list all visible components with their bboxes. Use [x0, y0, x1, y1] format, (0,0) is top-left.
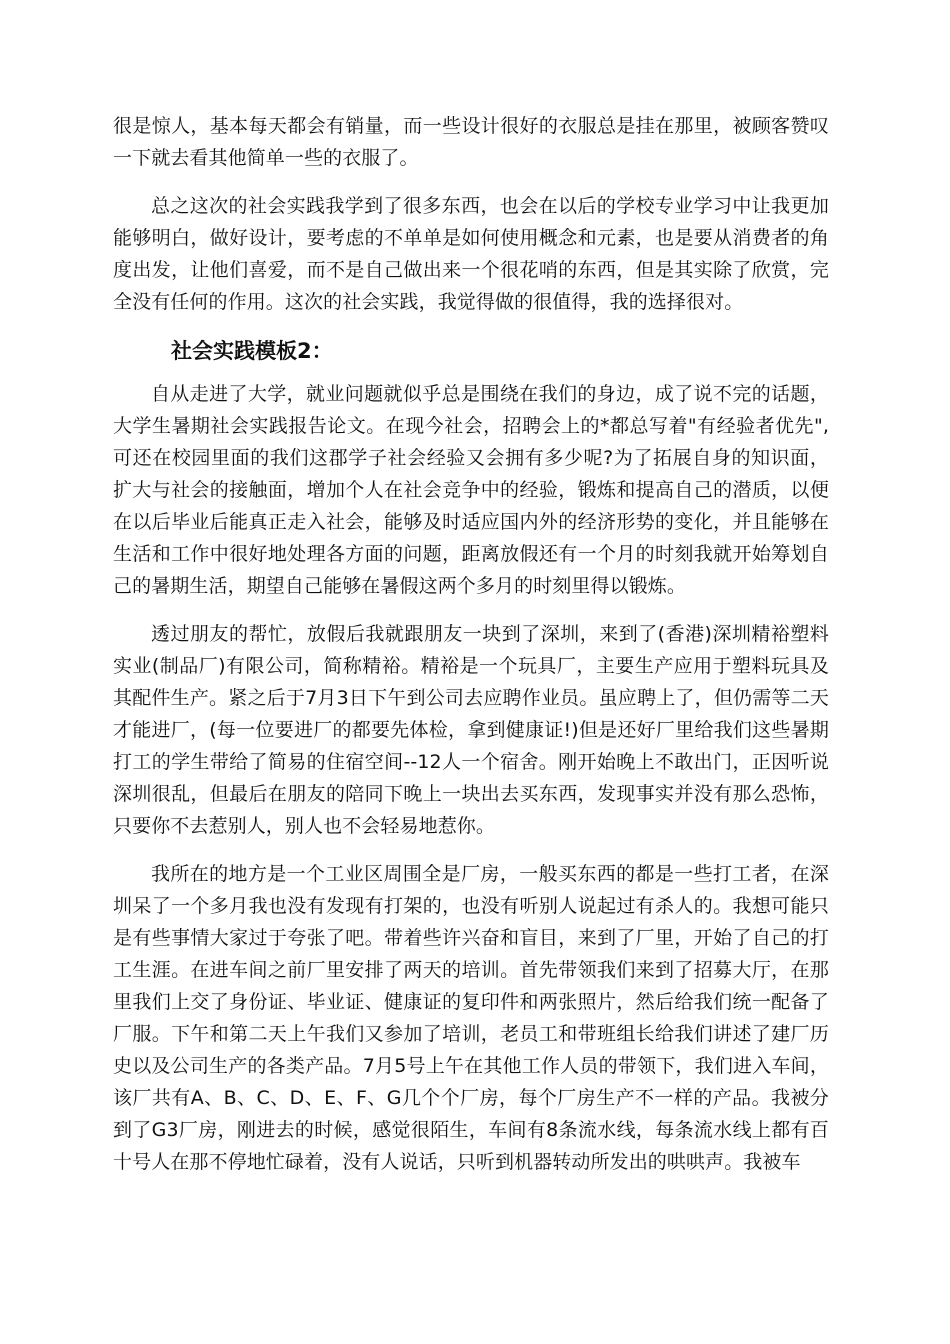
document-body	[113, 110, 829, 1178]
paragraph-summary: 总之这次的社会实践我学到了很多东西，也会在以后的学校专业学习中让我更加能够明白，做好设计，要考虑的不单单是如何使用概念和元素，也是要从消费者的角度出发，让他们喜爱，而不是自己做出来一个很花哨的东西，但是其实除了欣赏，完全没有任何的作用。这次的社会实践，我觉得做的很值得，我的选择很对。	[113, 195, 829, 313]
paragraph-arrival: 透过朋友的帮忙，放假后我就跟朋友一块到了深圳，来到了(香港)深圳精裕塑料实业(制品厂)有限公司，简称精裕。精裕是一个玩具厂，主要生产应用于塑料玩具及其配件生产。紧之后于7月3日下午到公司去应聘作业员。虽应聘上了，但仍需等二天才能进厂，(每一位要进厂的都要先体检，拿到健康证!)但是还好厂里给我们这些暑期打工的学生带给了简易的住宿空间--12人一个宿舍。刚开始晚上不敢出门，正因听说深圳很乱，但最后在朋友的陪同下晚上一块出去买东西，发现事实并没有那么恐怖，只要你不去惹别人，别人也不会轻易地惹你。	[113, 623, 829, 837]
paragraph-factory: 我所在的地方是一个工业区周围全是厂房，一般买东西的都是一些打工者，在深圳呆了一个多月我也没有发现有打架的，也没有听别人说起过有杀人的。我想可能只是有些事情大家过于夸张了吧。带着些许兴奋和盲目，来到了厂里，开始了自己的打工生涯。在进车间之前厂里安排了两天的培训。首先带领我们来到了招募大厅，在那里我们上交了身份证、毕业证、健康证的复印件和两张照片，然后给我们统一配备了厂服。下午和第二天上午我们又参加了培训，老员工和带班组长给我们讲述了建厂历史以及公司生产的各类产品。7月5号上午在其他工作人员的带领下，我们进入车间，该厂共有A、B、C、D、E、F、G几个个厂房，每个厂房生产不一样的产品。我被分到了G3厂房，刚进去的时候，感觉很陌生，车间有8条流水线，每条流水线上都有百十号人在那不停地忙碌着，没有人说话，只听到机器转动所发出的哄哄声。我被车	[113, 863, 829, 1173]
paragraph-intro: 自从走进了大学，就业问题就似乎总是围绕在我们的身边，成了说不完的话题，大学生暑期社会实践报告论文。在现今社会，招聘会上的*都总写着"有经验者优先",可还在校园里面的我们这郡学子社会经验又会拥有多少呢?为了拓展自身的知识面，扩大与社会的接触面，增加个人在社会竞争中的经验，锻炼和提高自己的潜质，以便在以后毕业后能真正走入社会，能够及时适应国内外的经济形势的变化，并且能够在生活和工作中很好地处理各方面的问题，距离放假还有一个月的时刻我就开始筹划自己的暑期生活，期望自己能够在暑假这两个多月的时刻里得以锻炼。	[113, 383, 829, 597]
paragraph-continuation: 很是惊人，基本每天都会有销量，而一些设计很好的衣服总是挂在那里，被顾客赞叹一下就去看其他简单一些的衣服了。	[113, 115, 829, 169]
section-heading: 社会实践模板2：	[171, 339, 333, 363]
